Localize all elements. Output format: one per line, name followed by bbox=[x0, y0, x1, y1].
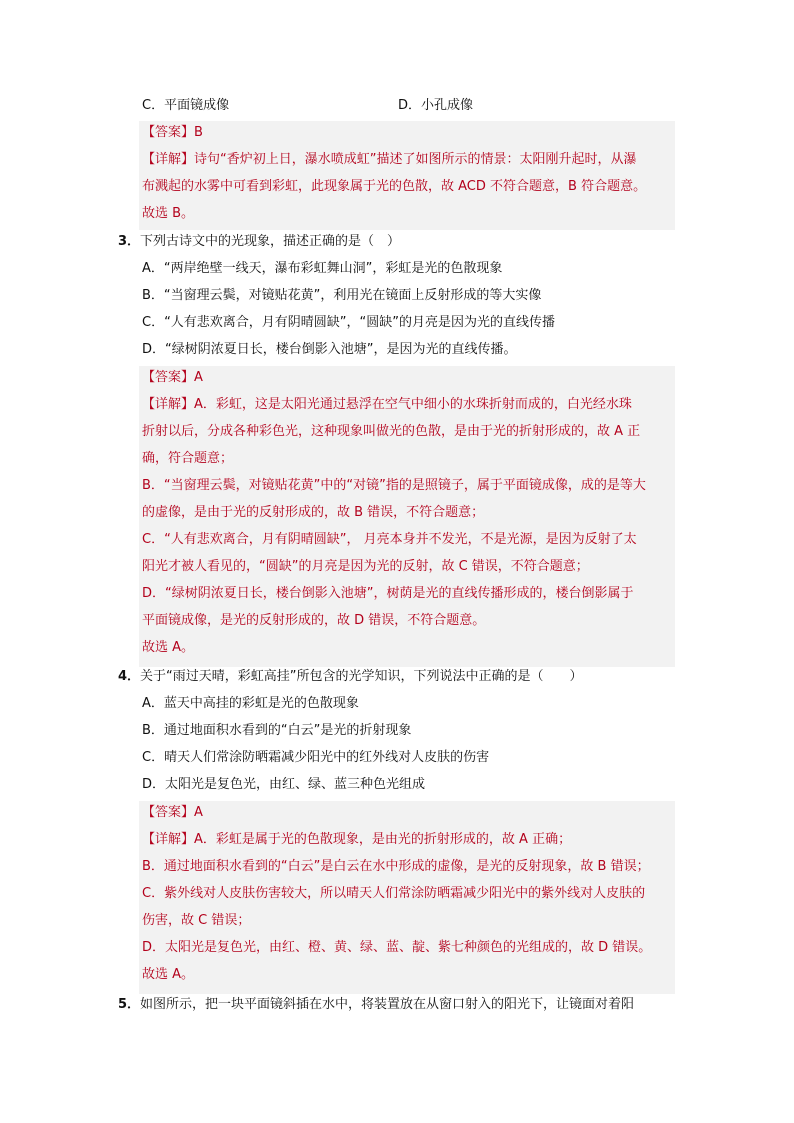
option-d: D．“绿树阴浓夏日长，楼台倒影入池塘”，是因为光的直线传播。 bbox=[142, 342, 517, 357]
detail-tag: 【详解】 bbox=[142, 832, 195, 847]
option-a: A．蓝天中高挂的彩虹是光的色散现象 bbox=[142, 696, 359, 711]
option-b: B．“当窗理云鬓，对镜贴花黄”，利用光在镜面上反射形成的等大实像 bbox=[142, 288, 542, 303]
option-c: C．平面镜成像 bbox=[142, 98, 230, 113]
detail-line: 平面镜成像，是光的反射形成的，故 D 错误，不符合题意。 bbox=[142, 613, 486, 628]
answer-value: A bbox=[194, 805, 203, 820]
detail-line: 的虚像，是由于光的反射形成的，故 B 错误，不符合题意； bbox=[142, 505, 485, 520]
option-d: D．小孔成像 bbox=[398, 98, 474, 113]
answer-line-q3 bbox=[142, 369, 203, 387]
detail-line: 确，符合题意； bbox=[142, 451, 234, 466]
answer-tag: 【答案】 bbox=[142, 370, 195, 385]
answer-line-q2 bbox=[142, 124, 203, 142]
detail-line: B．通过地面积水看到的“白云”是白云在水中形成的虚像，是光的反射现象，故 B 错误； bbox=[142, 859, 650, 874]
question-stem: 关于“雨过天晴，彩虹高挂”所包含的光学知识，下列说法中正确的是（ ） bbox=[140, 669, 583, 684]
question-3 bbox=[118, 233, 400, 251]
answer-tag: 【答案】 bbox=[142, 125, 195, 140]
answer-box-q2 bbox=[139, 121, 675, 230]
detail-line: D．“绿树阴浓夏日长，楼台倒影入池塘”，树荫是光的直线传播形成的，楼台倒影属于 bbox=[142, 586, 634, 601]
detail-line: 故选 A。 bbox=[142, 967, 195, 982]
option-d: D．太阳光是复色光，由红、绿、蓝三种色光组成 bbox=[142, 777, 426, 792]
option-c: C．晴天人们常涂防晒霜减少阳光中的红外线对人皮肤的伤害 bbox=[142, 750, 490, 765]
detail-line: 故选 A。 bbox=[142, 640, 195, 655]
answer-tag: 【答案】 bbox=[142, 805, 195, 820]
detail-line: B．“当窗理云鬓，对镜贴花黄”中的“对镜”指的是照镜子，属于平面镜成像，成的是等大 bbox=[142, 478, 646, 493]
question-4 bbox=[118, 668, 583, 686]
option-b: B．通过地面积水看到的“白云”是光的折射现象 bbox=[142, 723, 412, 738]
question-number: 3． bbox=[118, 234, 141, 249]
answer-value: B bbox=[194, 125, 203, 140]
question-number: 4． bbox=[118, 669, 141, 684]
detail-line: C．紫外线对人皮肤伤害较大，所以晴天人们常涂防晒霜减少阳光中的紫外线对人皮肤的 bbox=[142, 886, 646, 901]
detail-line: 阳光才被人看见的，“圆缺”的月亮是因为光的反射，故 C 错误，不符合题意； bbox=[142, 559, 589, 574]
detail-line: 【详解】A．彩虹，这是太阳光通过悬浮在空气中细小的水珠折射而成的，白光经水珠 bbox=[142, 397, 632, 412]
detail-line: C．“人有悲欢离合，月有阴晴圆缺”， 月亮本身并不发光，不是光源，是因为反射了太 bbox=[142, 532, 637, 547]
detail-line: 【详解】A．彩虹是属于光的色散现象，是由光的折射形成的，故 A 正确； bbox=[142, 832, 572, 847]
question-stem: 如图所示，把一块平面镜斜插在水中，将装置放在从窗口射入的阳光下，让镜面对着阳 bbox=[140, 997, 635, 1012]
detail-line: 故选 B。 bbox=[142, 206, 195, 221]
question-5 bbox=[118, 996, 634, 1014]
question-number: 5． bbox=[118, 997, 141, 1012]
detail-line: 伤害，故 C 错误； bbox=[142, 913, 251, 928]
detail-line: 【详解】诗句“香炉初上日，瀑水喷成虹”描述了如图所示的情景：太阳刚升起时，从瀑 bbox=[142, 152, 637, 167]
question-stem: 下列古诗文中的光现象，描述正确的是（ ） bbox=[140, 234, 401, 249]
option-c: C．“人有悲欢离合，月有阴晴圆缺”，“圆缺”的月亮是因为光的直线传播 bbox=[142, 315, 556, 330]
detail-tag: 【详解】 bbox=[142, 397, 195, 412]
option-a: A．“两岸绝壁一线天，瀑布彩虹舞山洞”，彩虹是光的色散现象 bbox=[142, 261, 503, 276]
detail-line: D．太阳光是复色光，由红、橙、黄、绿、蓝、靛、紫七种颜色的光组成的，故 D 错误。 bbox=[142, 940, 652, 955]
detail-line: 布溅起的水雾中可看到彩虹，此现象属于光的色散，故 ACD 不符合题意，B 符合题意。 bbox=[142, 179, 647, 194]
answer-line-q4 bbox=[142, 804, 203, 822]
answer-value: A bbox=[194, 370, 203, 385]
detail-tag: 【详解】 bbox=[142, 152, 195, 167]
detail-line: 折射以后，分成各种彩色光，这种现象叫做光的色散，是由于光的折射形成的，故 A 正 bbox=[142, 424, 641, 439]
